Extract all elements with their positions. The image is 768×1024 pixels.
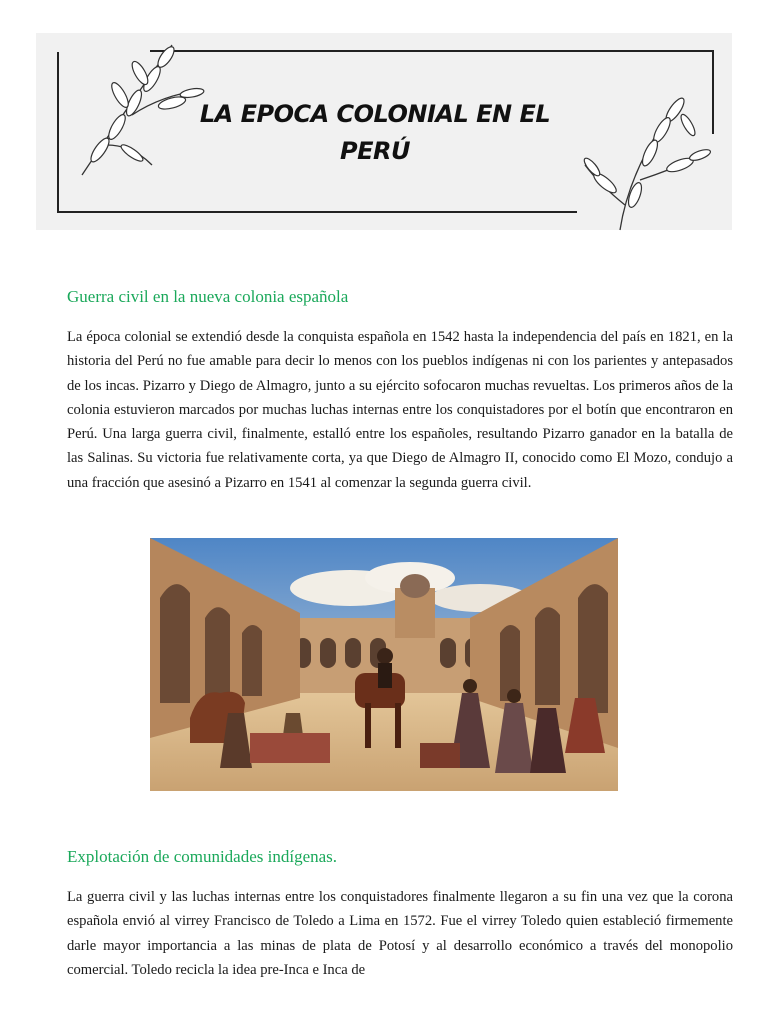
section-heading: Explotación de comunidades indígenas. — [67, 847, 338, 866]
page-title-line-2: PERÚ — [340, 137, 410, 165]
frame-top-line — [150, 50, 714, 52]
colonial-plaza-illustration — [150, 538, 618, 791]
page-title — [140, 96, 610, 170]
section-paragraph: La época colonial se extendió desde la conquista española en 1542 hasta la independencia del país en 1821, en la historia del Perú no fue amable para decir lo menos con los pueblos indígenas ni con los parientes y antepasados de los incas. Pizarro y Diego de Almagro, junto a su ejército sofocaron muchas revueltas. Los primeros años de la colonia estuvieron marcados por muchas luchas internas entre los conquistadores por el botín que encontraron en Perú. Una larga guerra civil, finalmente, estalló entre los españoles, resultando Pizarro ganador en la batalla de las Salinas. Su victoria fue relativamente corta, ya que Diego de Almagro II, conocido como El Mozo, condujo a una fracción que asesinó a Pizarro en 1541 al comenzar la segunda guerra civil. — [67, 329, 733, 491]
frame-left-line — [57, 52, 59, 213]
section-heading: Guerra civil en la nueva colonia española — [67, 287, 349, 306]
frame-bottom-line — [57, 211, 577, 213]
page-title-line-1: LA EPOCA COLONIAL EN EL — [199, 100, 551, 128]
section-paragraph: La guerra civil y las luchas internas entre los conquistadores finalmente llegaron a su fin una vez que la corona española envió al virrey Francisco de Toledo a Lima en 1572. Fue el virrey Toledo quien estableció firmemente darle mayor importancia a las minas de plata de Potosí y al desarrollo económico a través del monopolio comercial. Toledo recicla la idea pre-Inca e Inca de — [67, 889, 733, 978]
